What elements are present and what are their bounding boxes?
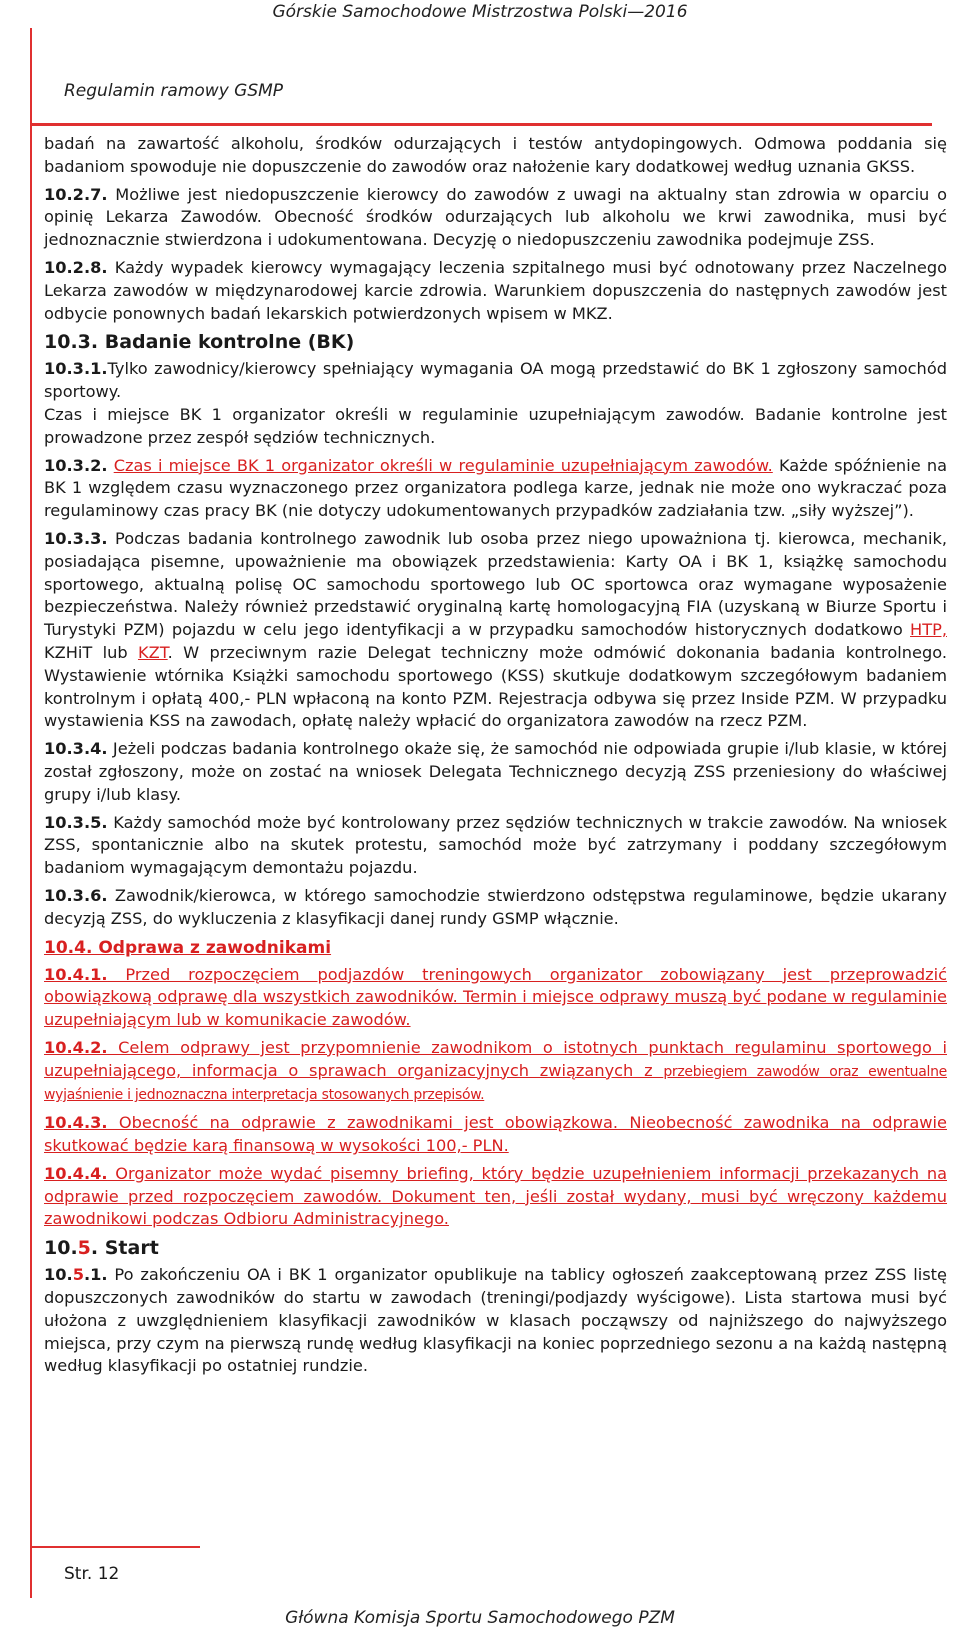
paragraph-10-3-2: 10.3.2. Czas i miejsce BK 1 organizator określi w regulaminie uzupełniającym zawodów. Każde spóźnienie na BK 1 względem czasu wyznaczonego przez organizatora podlega karze, jednak nie może ono wykraczać poza regulaminowy czas pracy BK (nie dotyczy udokumentowanych przypadków zadziałania tzw. „siły wyższej”). — [44, 455, 947, 521]
paragraph-10-4-3: 10.4.3. Obecność na odprawie z zawodnikami jest obowiązkowa. Nieobecność zawodnika na odprawie skutkować będzie karą finansową w wysokości 100,- PLN. — [44, 1113, 947, 1156]
section-heading-10-4: 10.4. Odprawa z zawodnikami — [44, 937, 332, 958]
page-number: Str. 12 — [64, 1564, 120, 1584]
header-rule — [32, 123, 932, 126]
footer-rule — [32, 1546, 200, 1548]
paragraph-intro: badań na zawartość alkoholu, środków odurzających i testów antydopingowych. Odmowa poddania się badaniom spowoduje nie dopuszczenie do zawodów oraz nałożenie kary dodatkowej według uznania GKSS. — [44, 134, 947, 176]
left-margin-rule — [30, 28, 32, 1598]
header-title: Górskie Samochodowe Mistrzostwa Polski—2016 — [272, 2, 688, 22]
paragraph-10-4-1: 10.4.1. Przed rozpoczęciem podjazdów treningowych organizator zobowiązany jest przeprowadzić obowiązkową odprawę dla wszystkich zawodników. Termin i miejsce odprawy muszą być podane w regulaminie uzupełniającym lub w komunikacie zawodów. — [44, 964, 947, 1030]
paragraph-10-3-6: 10.3.6. Zawodnik/kierowca, w którego samochodzie stwierdzono odstępstwa regulaminowe, będzie ukarany decyzją ZSS, do wykluczenia z klasyfikacji danej rundy GSMP włącznie. — [44, 885, 947, 928]
paragraph-10-3-1: 10.3.1.Tylko zawodnicy/kierowcy spełniający wymagania OA mogą przedstawić do BK 1 zgłoszony samochód sportowy. — [44, 359, 947, 402]
paragraph-10-4-2: 10.4.2. Celem odprawy jest przypomnienie zawodnikom o istotnych punktach regulaminu sportowego i uzupełniającego, informacja o sprawach organizacyjnych związanych z przebiegiem zawodów oraz ewentualne wyjaśnienie i jednoznaczna interpretacja stosowanych przepisów. — [44, 1037, 947, 1104]
paragraph-10-2-7: 10.2.7. Możliwe jest niedopuszczenie kierowcy do zawodów z uwagi na aktualny stan zdrowia w oparciu o opinię Lekarza Zawodów. Obecność środków odurzających lub alkoholu we krwi zawodnika, musi być jednoznacznie stwierdzona i udokumentowana. Decyzję o niedopuszczeniu zawodnika podejmuje ZSS. — [44, 184, 947, 250]
section-heading-10-5: 10.5. Start — [44, 1237, 159, 1260]
paragraph-10-4-4: 10.4.4. Organizator może wydać pisemny briefing, który będzie uzupełnieniem informacji przekazanych na odprawie przed rozpoczęciem zawodów. Dokument ten, jeśli został wydany, musi być wręczony każdemu zawodnikowi podczas Odbioru Administracyjnego. — [44, 1163, 947, 1229]
section-heading-10-3: 10.3. Badanie kontrolne (BK) — [44, 331, 355, 354]
paragraph-10-5-1: 10.5.1. Po zakończeniu OA i BK 1 organizator opublikuje na tablicy ogłoszeń zaakceptowaną przez ZSS listę dopuszczonych zawodników do startu w zawodach (treningi/podjazdy wyścigowe). Lista startowa musi być ułożona z uwzględnieniem klasyfikacji zawodników w klasach począwszy od najniższego do najwyższego miejsca, przy czym na pierwszą rundę według klasyfikacji na koniec poprzedniego sezonu a na każdą następną według klasyfikacji po ostatniej rundzie. — [44, 1265, 947, 1376]
document-body — [44, 133, 947, 1378]
paragraph-10-3-1-cont: Czas i miejsce BK 1 organizator określi w regulaminie uzupełniającym zawodów. Badanie kontrolne jest prowadzone przez zespół sędziów technicznych. — [44, 404, 947, 447]
header-subtitle: Regulamin ramowy GSMP — [64, 81, 284, 101]
footer-organization: Główna Komisja Sportu Samochodowego PZM — [285, 1608, 675, 1628]
paragraph-10-3-4: 10.3.4. Jeżeli podczas badania kontrolnego okaże się, że samochód nie odpowiada grupie i/lub klasie, w której został zgłoszony, może on zostać na wniosek Delegata Technicznego decyzją ZSS przeniesiony do właściwej grupy i/lub klasy. — [44, 739, 947, 804]
paragraph-10-3-3: 10.3.3. Podczas badania kontrolnego zawodnik lub osoba przez niego upoważniona tj. kierowca, mechanik, posiadająca pisemne, upoważnienie ma obowiązek przedstawienia: Karty OA i BK 1, książkę samochodu sportowego, aktualną polisę OC samochodu sportowego lub OC sportowca oraz wymagane wyposażenie bezpieczeństwa. Należy również przedstawić oryginalną kartę homologacyjną FIA (uzyskaną w Biurze Sportu i Turystyki PZM) pojazdu w celu jego identyfikacji a w przypadku samochodów historycznych dodatkowo HTP, KZHiT lub KZT. W przeciwnym razie Delegat techniczny może odmówić dokonania badania kontrolnego. Wystawienie wtórnika Książki samochodu sportowego (KSS) skutkuje dodatkowym szczegółowym badaniem kontrolnym i opłatą 400,- PLN wpłaconą na konto PZM. Rejestracja odbywa się przez Inside PZM. W przypadku wystawienia KSS na zawodach, opłatę należy wpłacić do organizatora zawodów na rzecz PZM. — [44, 528, 947, 731]
paragraph-10-3-5: 10.3.5. Każdy samochód może być kontrolowany przez sędziów technicznych w trakcie zawodów. Na wniosek ZSS, spontanicznie albo na skutek protestu, samochód może być zatrzymany i poddany szczegółowym badaniom wymagającym demontażu pojazdu. — [44, 812, 947, 878]
paragraph-10-2-8: 10.2.8. Każdy wypadek kierowcy wymagający leczenia szpitalnego musi być odnotowany przez Naczelnego Lekarza zawodów w międzynarodowej karcie zdrowia. Warunkiem dopuszczenia do następnych zawodów jest odbycie ponownych badań lekarskich potwierdzonych wpisem w MKZ. — [44, 257, 947, 323]
